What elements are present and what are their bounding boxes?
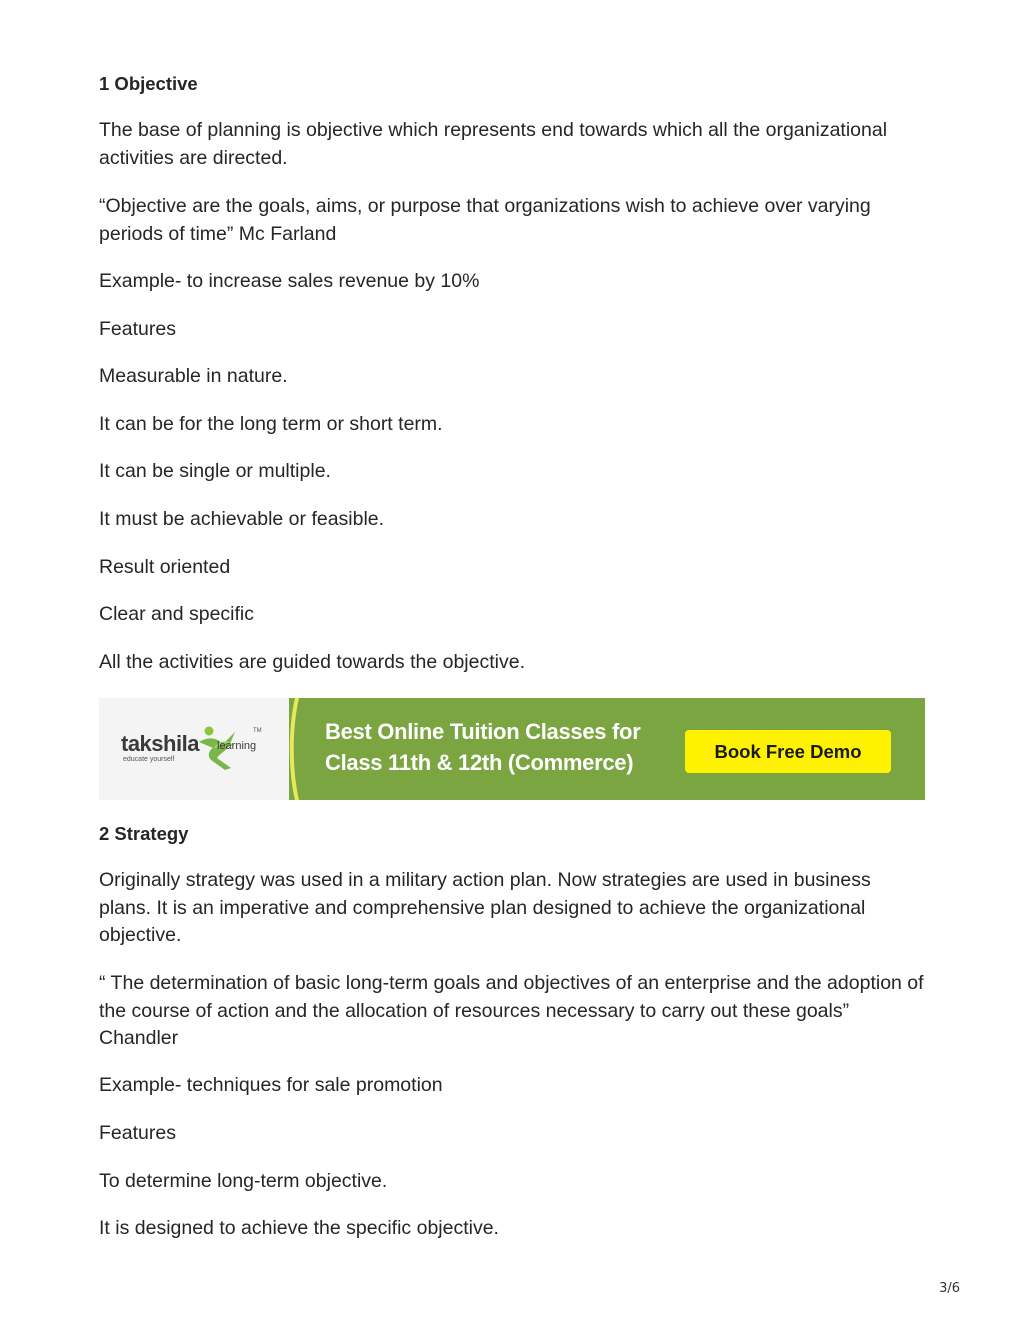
paragraph: Features (99, 318, 176, 340)
paragraph: Clear and specific (99, 603, 254, 625)
paragraph: It must be achievable or feasible. (99, 508, 385, 530)
logo-text: takshila (121, 731, 199, 756)
section-heading-objective: 1 Objective (99, 73, 198, 94)
paragraph: It can be single or multiple. (99, 460, 331, 482)
paragraph: Measurable in nature. (99, 365, 288, 387)
paragraph: To determine long-term objective. (99, 1170, 388, 1192)
paragraph: It is designed to achieve the specific objective. (99, 1217, 499, 1239)
paragraph: It can be for the long term or short term. (99, 413, 443, 435)
quote-paragraph: “Objective are the goals, aims, or purpose that organizations wish to achieve over varying periods of time” Mc Farland (99, 195, 871, 245)
ad-banner[interactable] (99, 698, 925, 800)
paragraph: Result oriented (99, 556, 231, 578)
book-free-demo-button[interactable]: Book Free Demo (685, 730, 891, 773)
banner-title-line-2: Class 11th & 12th (Commerce) (325, 750, 634, 775)
section-heading-strategy: 2 Strategy (99, 823, 189, 844)
logo-tagline: educate yourself (123, 756, 175, 763)
paragraph: The base of planning is objective which represents end towards which all the organizational activities are directed. (99, 119, 888, 169)
banner-title (325, 716, 685, 778)
logo-subtext: learning (217, 740, 257, 752)
banner-title-line-1: Best Online Tuition Classes for (325, 719, 641, 744)
accent-stripe (289, 698, 301, 800)
quote-paragraph: “ The determination of basic long-term goals and objectives of an enterprise and the adoption of the course of action and the allocation of resources necessary to carry out these goals” Chandler (99, 972, 924, 1049)
banner-promo-area (289, 698, 925, 800)
paragraph: Example- to increase sales revenue by 10% (99, 270, 480, 292)
paragraph: Features (99, 1122, 176, 1144)
page-number: 3/6 (939, 1281, 960, 1296)
paragraph: All the activities are guided towards the objective. (99, 651, 525, 673)
paragraph: Example- techniques for sale promotion (99, 1074, 443, 1096)
trademark-mark: TM (253, 728, 262, 734)
takshila-logo (99, 698, 299, 800)
paragraph: Originally strategy was used in a military action plan. Now strategies are used in business plans. It is an imperative and comprehensive plan designed to achieve the organizational objective. (99, 869, 871, 946)
